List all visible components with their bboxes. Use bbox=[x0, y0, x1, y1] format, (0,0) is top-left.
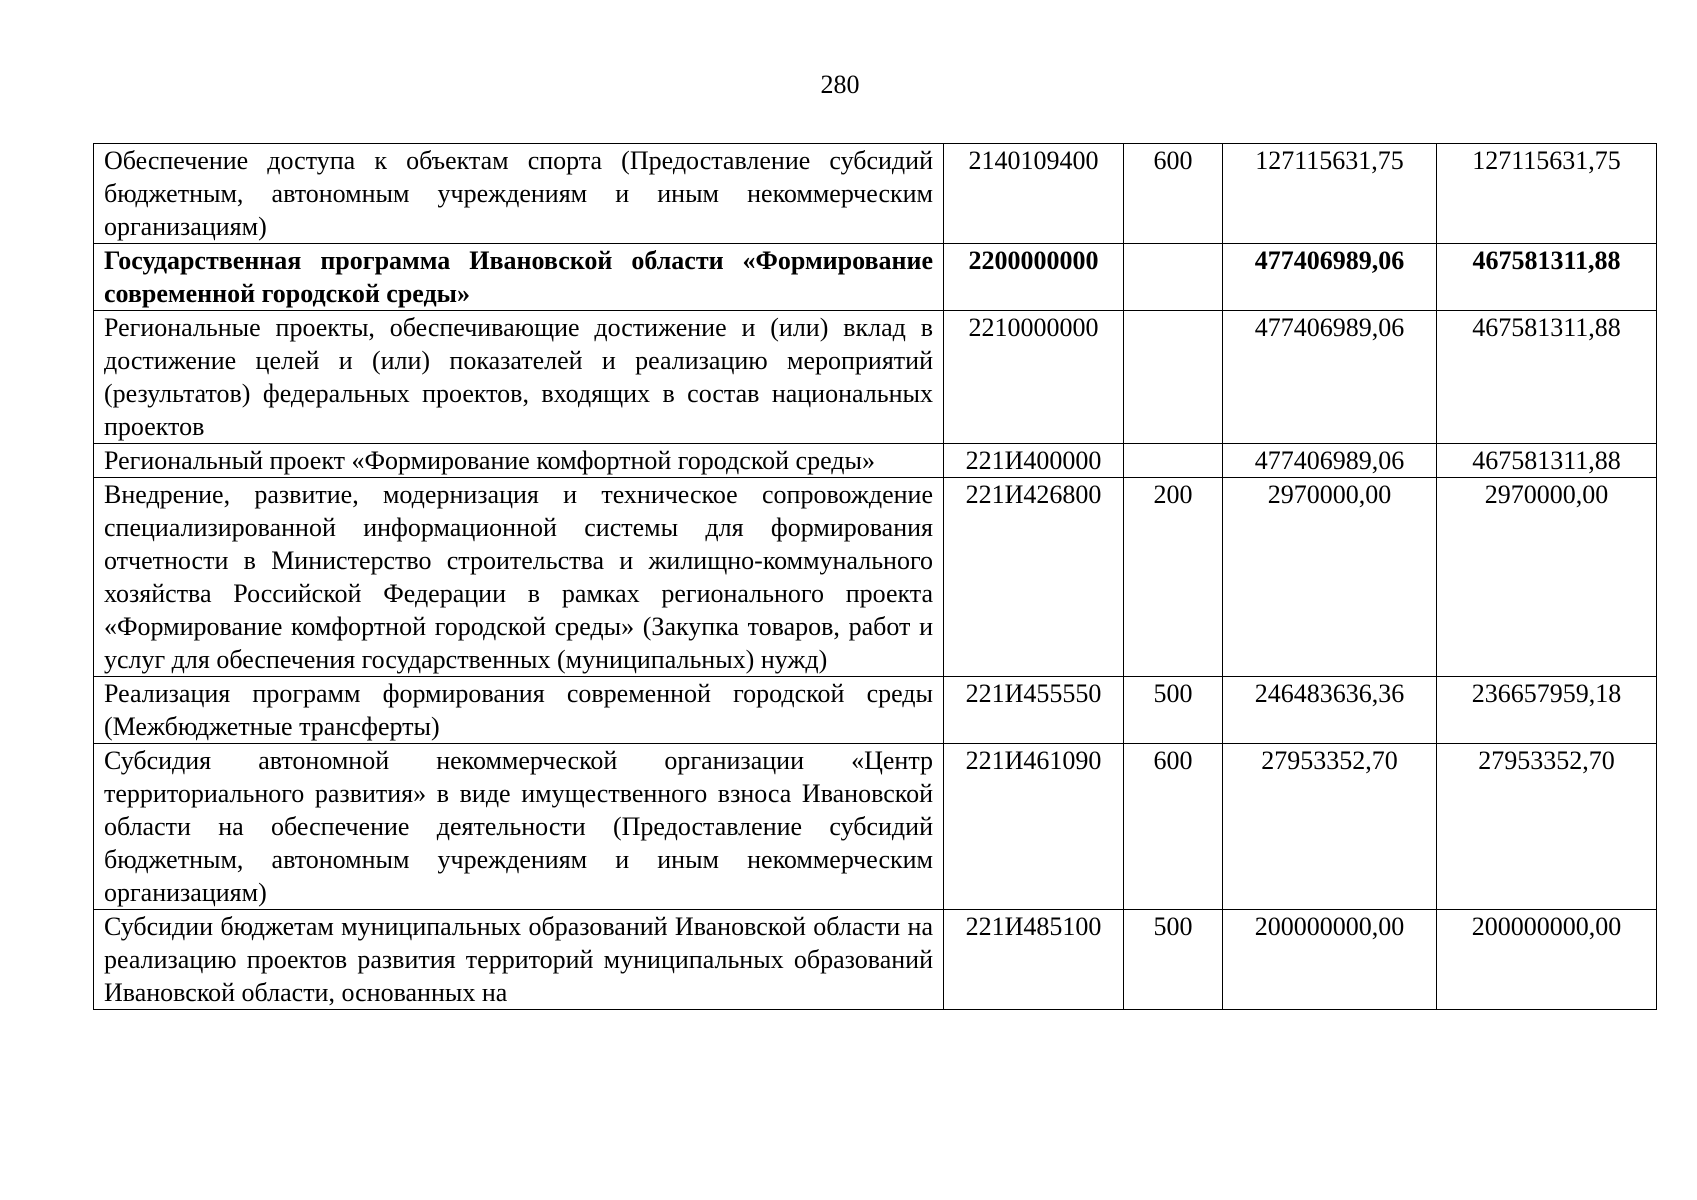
row-expense-type: 500 bbox=[1124, 677, 1223, 744]
row-amount-2: 467581311,88 bbox=[1437, 311, 1657, 444]
row-amount-1: 477406989,06 bbox=[1223, 311, 1437, 444]
table-row bbox=[94, 744, 1657, 910]
row-amount-1: 127115631,75 bbox=[1223, 144, 1437, 244]
row-expense-type: 600 bbox=[1124, 144, 1223, 244]
row-amount-1: 477406989,06 bbox=[1223, 244, 1437, 311]
row-name: Субсидия автономной некоммерческой организации «Центр территориального развития» в виде имущественного взноса Ивановской области на обеспечение деятельности (Предоставление субсидий бюджетным, автономным учреждениям и иным некоммерческим организациям) bbox=[94, 744, 944, 910]
row-amount-1: 200000000,00 bbox=[1223, 910, 1437, 1010]
row-name: Региональный проект «Формирование комфортной городской среды» bbox=[94, 444, 944, 478]
table-row bbox=[94, 677, 1657, 744]
row-name: Обеспечение доступа к объектам спорта (Предоставление субсидий бюджетным, автономным учреждениям и иным некоммерческим организациям) bbox=[94, 144, 944, 244]
row-amount-1: 246483636,36 bbox=[1223, 677, 1437, 744]
row-expense-type: 500 bbox=[1124, 910, 1223, 1010]
row-expense-type bbox=[1124, 244, 1223, 311]
table-row bbox=[94, 311, 1657, 444]
row-name: Реализация программ формирования современной городской среды (Межбюджетные трансферты) bbox=[94, 677, 944, 744]
row-amount-2: 27953352,70 bbox=[1437, 744, 1657, 910]
row-name: Внедрение, развитие, модернизация и техническое сопровождение специализированной информационной системы для формирования отчетности в Министерство строительства и жилищно-коммунального хозяйства Российской Федерации в рамках регионального проекта «Формирование комфортной городской среды» (Закупка товаров, работ и услуг для обеспечения государственных (муниципальных) нужд) bbox=[94, 478, 944, 677]
row-target-code: 221И426800 bbox=[944, 478, 1124, 677]
table-row-program bbox=[94, 244, 1657, 311]
table-row bbox=[94, 478, 1657, 677]
row-target-code: 2200000000 bbox=[944, 244, 1124, 311]
page-number: 280 bbox=[820, 70, 860, 99]
row-amount-2: 2970000,00 bbox=[1437, 478, 1657, 677]
budget-table bbox=[93, 143, 1657, 1010]
table-row bbox=[94, 910, 1657, 1010]
row-expense-type: 600 bbox=[1124, 744, 1223, 910]
row-expense-type: 200 bbox=[1124, 478, 1223, 677]
row-target-code: 221И400000 bbox=[944, 444, 1124, 478]
row-name: Региональные проекты, обеспечивающие достижение и (или) вклад в достижение целей и (или) показателей и реализацию мероприятий (результатов) федеральных проектов, входящих в состав национальных проектов bbox=[94, 311, 944, 444]
row-expense-type bbox=[1124, 311, 1223, 444]
row-amount-2: 467581311,88 bbox=[1437, 444, 1657, 478]
row-amount-1: 477406989,06 bbox=[1223, 444, 1437, 478]
table-row bbox=[94, 144, 1657, 244]
row-amount-2: 200000000,00 bbox=[1437, 910, 1657, 1010]
table-row bbox=[94, 444, 1657, 478]
row-target-code: 221И455550 bbox=[944, 677, 1124, 744]
row-amount-1: 27953352,70 bbox=[1223, 744, 1437, 910]
row-amount-2: 127115631,75 bbox=[1437, 144, 1657, 244]
row-name: Субсидии бюджетам муниципальных образований Ивановской области на реализацию проектов развития территорий муниципальных образований Ивановской области, основанных на bbox=[94, 910, 944, 1010]
row-target-code: 2140109400 bbox=[944, 144, 1124, 244]
row-target-code: 2210000000 bbox=[944, 311, 1124, 444]
row-target-code: 221И461090 bbox=[944, 744, 1124, 910]
row-expense-type bbox=[1124, 444, 1223, 478]
row-amount-2: 467581311,88 bbox=[1437, 244, 1657, 311]
row-target-code: 221И485100 bbox=[944, 910, 1124, 1010]
row-amount-1: 2970000,00 bbox=[1223, 478, 1437, 677]
row-amount-2: 236657959,18 bbox=[1437, 677, 1657, 744]
row-name: Государственная программа Ивановской области «Формирование современной городской среды» bbox=[94, 244, 944, 311]
